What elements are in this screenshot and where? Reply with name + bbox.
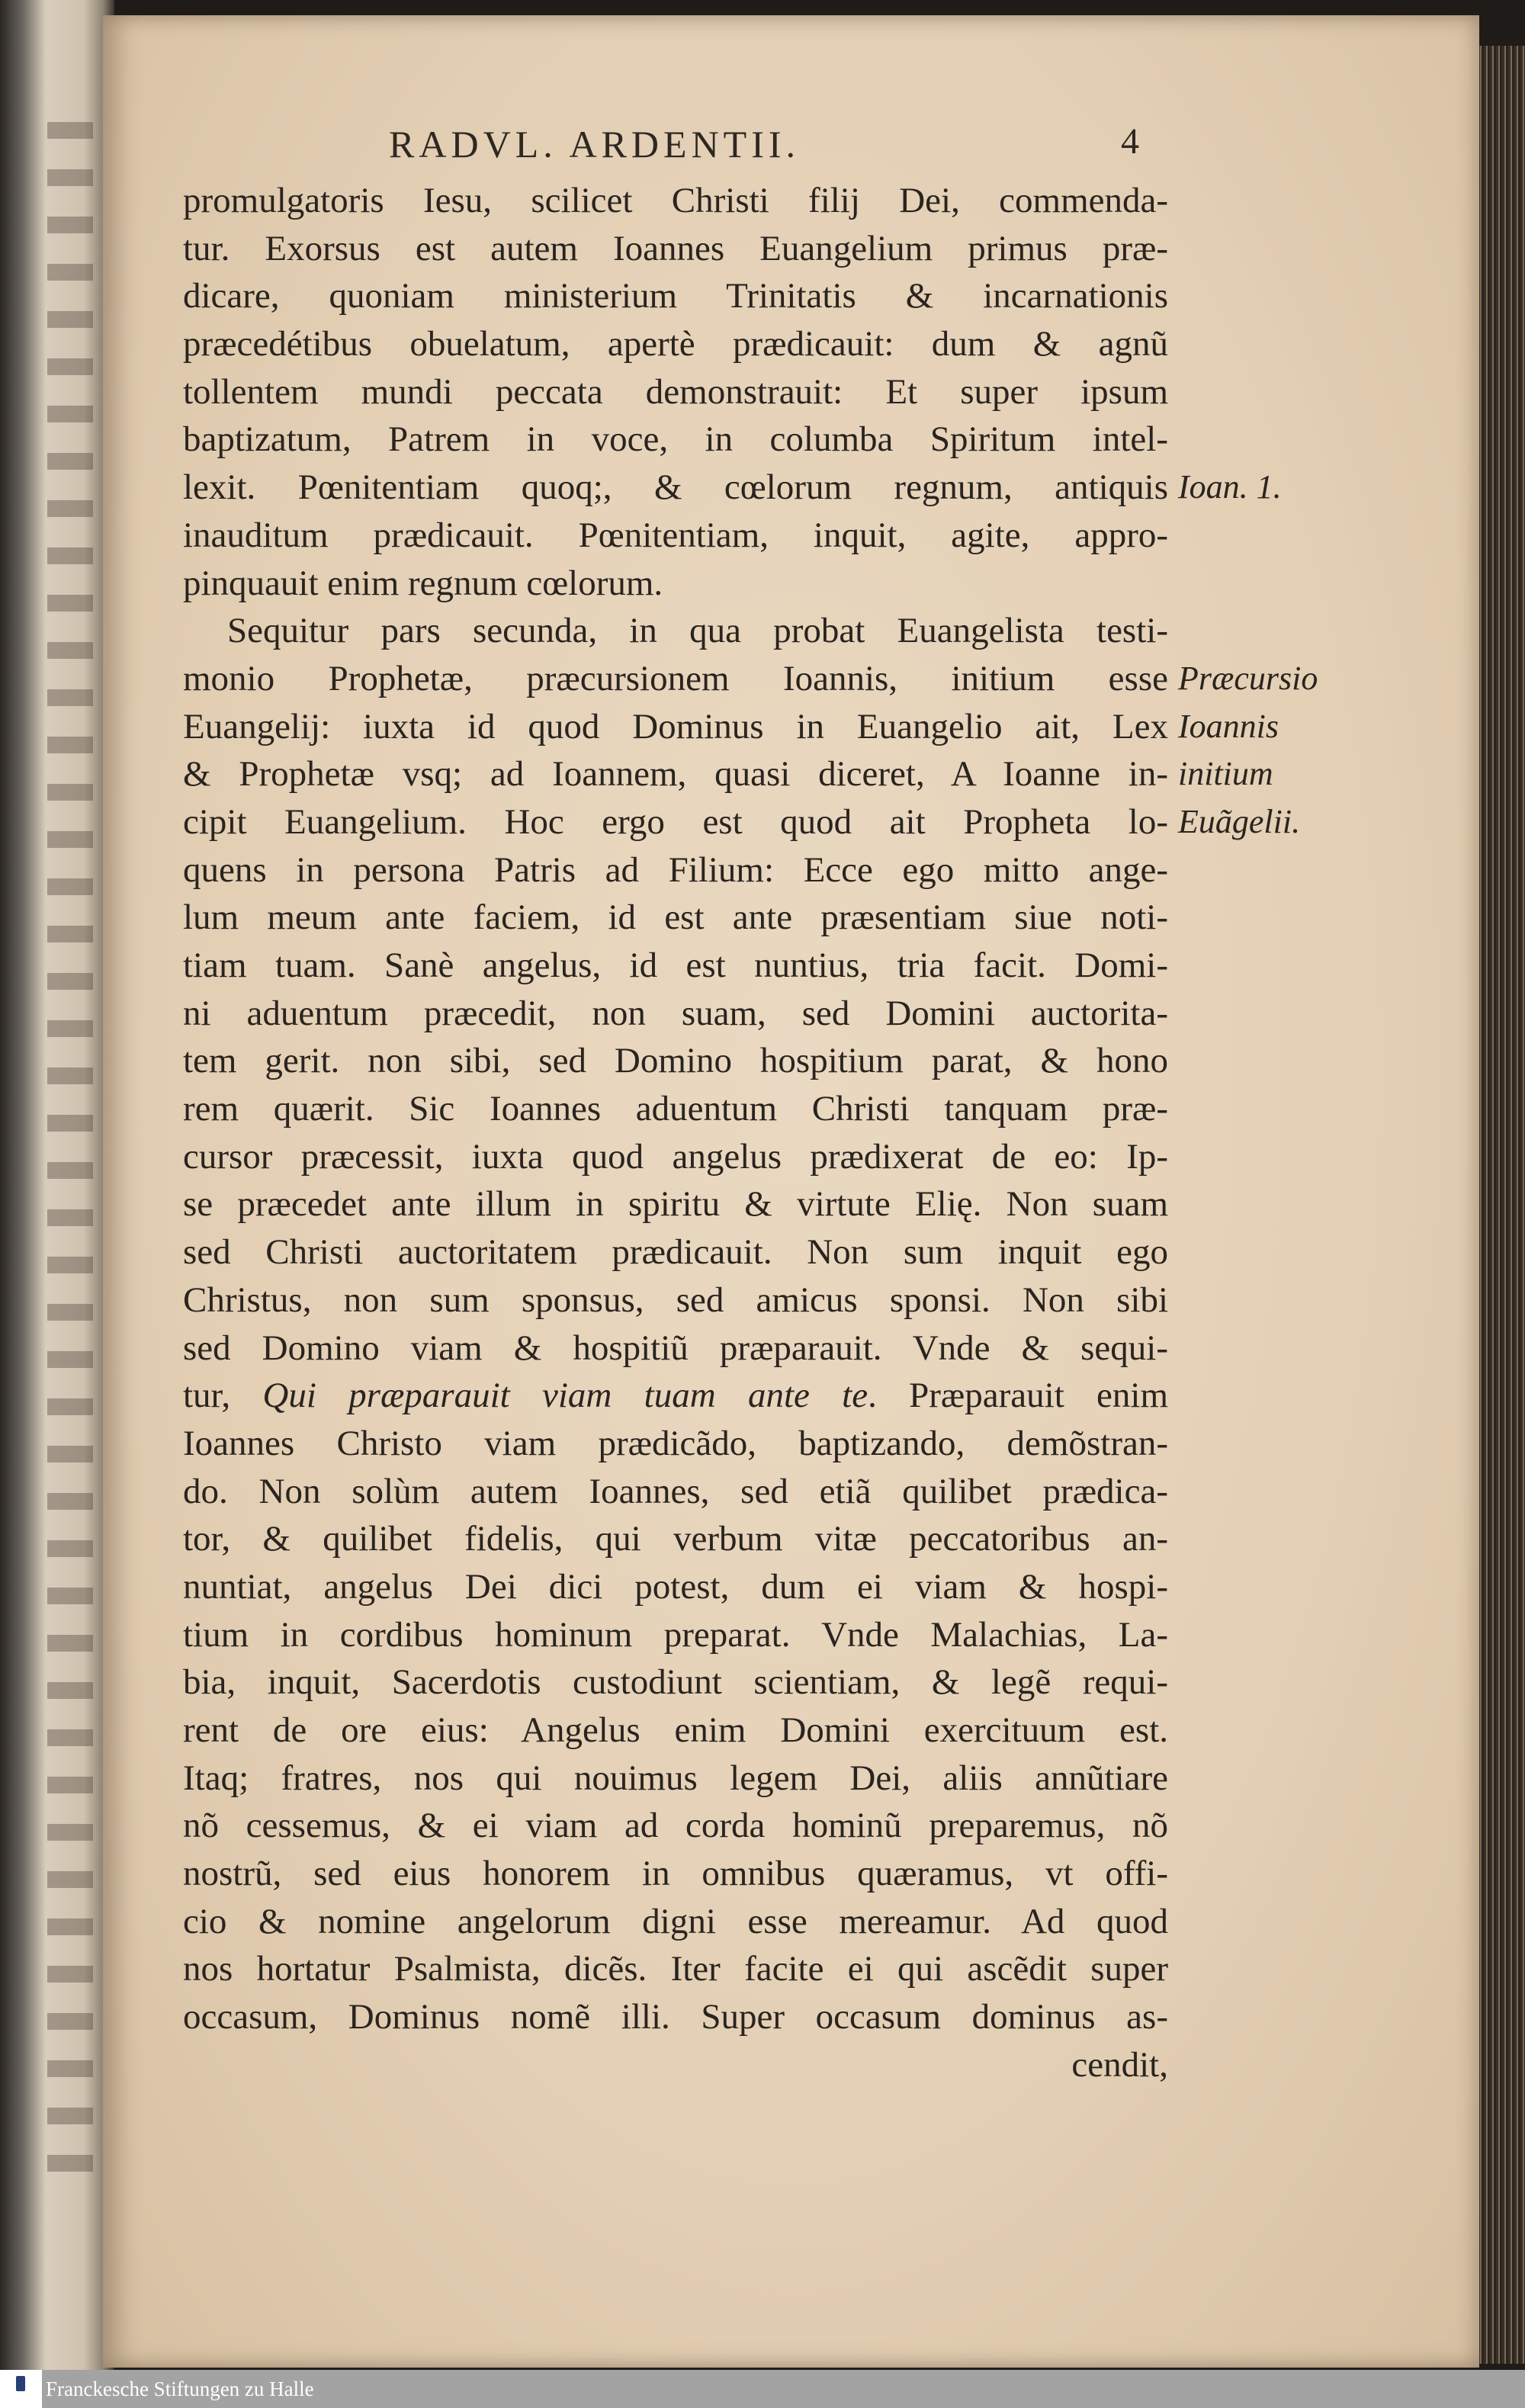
text-line: monio Prophetæ, præcursionem Ioannis, initium esse: [183, 658, 1168, 698]
text-line: Sequitur pars secunda, in qua probat Euangelista testi-: [227, 611, 1168, 651]
text-line: tor, & quilibet fidelis, qui verbum vitæ peccatoribus an-: [183, 1519, 1168, 1559]
text-line: & Prophetæ vsq; ad Ioannem, quasi diceret, A Ioanne in-: [183, 754, 1168, 795]
footer-bar: [0, 2370, 1525, 2408]
facing-page-edge: [0, 0, 114, 2370]
body-text: [183, 177, 1168, 2089]
marginal-note-line: initium: [1178, 755, 1273, 793]
text-line: lexit. Pœnitentiam quoq;, & cœlorum regnum, antiquis: [183, 467, 1168, 508]
text-line: do. Non solùm autem Ioannes, sed etiã quilibet prædica-: [183, 1471, 1168, 1511]
italic-quotation: Qui præparauit viam tuam ante te: [262, 1376, 868, 1416]
text-line: nuntiat, angelus Dei dici potest, dum ei viam & hospi-: [183, 1566, 1168, 1607]
text-line: Christus, non sum sponsus, sed amicus sponsi. Non sibi: [183, 1279, 1168, 1320]
text-line: Euangelij: iuxta id quod Dominus in Euangelio ait, Lex: [183, 706, 1168, 746]
facing-page-text-fragments: [47, 122, 93, 2181]
marginal-note-line: Præcursio: [1178, 660, 1318, 697]
text-span: tur,: [183, 1376, 263, 1416]
text-line: dicare, quoniam ministerium Trinitatis & incarnationis: [183, 276, 1168, 316]
text-line: rem quærit. Sic Ioannes aduentum Christi tanquam præ-: [183, 1089, 1168, 1129]
institution-logo: [0, 2370, 42, 2408]
text-line: tium in cordibus hominum preparat. Vnde Malachias, La-: [183, 1614, 1168, 1655]
running-title: RADVL. ARDENTII.: [389, 123, 801, 165]
marginal-note-praecursio: [1178, 655, 1318, 846]
text-line: nõ cessemus, & ei viam ad corda hominũ preparemus, nõ: [183, 1806, 1168, 1846]
text-line: promulgatoris Iesu, scilicet Christi filij Dei, commenda-: [183, 181, 1168, 220]
text-line: bia, inquit, Sacerdotis custodiunt scientiam, & legẽ requi-: [183, 1662, 1168, 1703]
text-line: cio & nomine angelorum digni esse mereamur. Ad quod: [183, 1901, 1168, 1941]
text-line: [183, 1372, 1168, 1420]
text-line: tem gerit. non sibi, sed Domino hospitium parat, & hono: [183, 1041, 1168, 1081]
text-line: tur. Exorsus est autem Ioannes Euangelium primus præ-: [183, 228, 1168, 268]
text-line: occasum, Dominus nomẽ illi. Super occasum dominus as-: [183, 1997, 1168, 2037]
marginal-note-line: Ioannis: [1178, 707, 1279, 745]
text-line: cursor præcessit, iuxta quod angelus prædixerat de eo: Ip-: [183, 1136, 1168, 1177]
text-line: Ioannes Christo viam prædicãdo, baptizando, demõstran-: [183, 1423, 1168, 1463]
text-line: pinquauit enim regnum cœlorum.: [183, 563, 663, 603]
text-line: se præcedet ante illum in spiritu & virtute Elię. Non suam: [183, 1184, 1168, 1225]
text-line: inauditum prædicauit. Pœnitentiam, inquit, agite, appro-: [183, 515, 1168, 555]
marginal-note-ioan: Ioan. 1.: [1178, 468, 1282, 506]
logo-figure-icon: [16, 2376, 25, 2391]
text-line: sed Christi auctoritatem prædicauit. Non sum inquit ego: [183, 1232, 1168, 1273]
text-span: . Præparauit enim: [868, 1376, 1169, 1416]
institution-name: Franckesche Stiftungen zu Halle: [46, 2377, 314, 2400]
text-line: rent de ore eius: Angelus enim Domini exercituum est.: [183, 1710, 1168, 1750]
text-line: cendit,: [1071, 2044, 1168, 2085]
text-line: Itaq; fratres, nos qui nouimus legem Dei, aliis annũtiare: [183, 1758, 1168, 1798]
text-line: ni aduentum præcedit, non suam, sed Domini auctorita-: [183, 993, 1168, 1033]
marginal-note-line: Euãgelii.: [1178, 803, 1301, 841]
page-number: 4: [1121, 121, 1139, 162]
text-line: præcedétibus obuelatum, apertè prædicauit: dum & agnũ: [183, 324, 1168, 364]
text-line: sed Domino viam & hospitiũ præparauit. Vnde & sequi-: [183, 1328, 1168, 1368]
text-line: quens in persona Patris ad Filium: Ecce ego mitto ange-: [183, 849, 1168, 890]
text-line: tiam tuam. Sanè angelus, id est nuntius, tria facit. Domi-: [183, 946, 1168, 985]
text-line: nos hortatur Psalmista, dicẽs. Iter facite ei qui ascẽdit super: [183, 1949, 1168, 1989]
text-line: baptizatum, Patrem in voce, in columba Spiritum intel-: [183, 419, 1168, 460]
text-line: tollentem mundi peccata demonstrauit: Et super ipsum: [183, 371, 1168, 412]
text-line: lum meum ante faciem, id est ante præsentiam siue noti-: [183, 897, 1168, 938]
text-line: nostrũ, sed eius honorem in omnibus quæramus, vt offi-: [183, 1854, 1168, 1894]
text-line: cipit Euangelium. Hoc ergo est quod ait Propheta lo-: [183, 801, 1168, 842]
book-page-edges: [1472, 46, 1525, 2364]
